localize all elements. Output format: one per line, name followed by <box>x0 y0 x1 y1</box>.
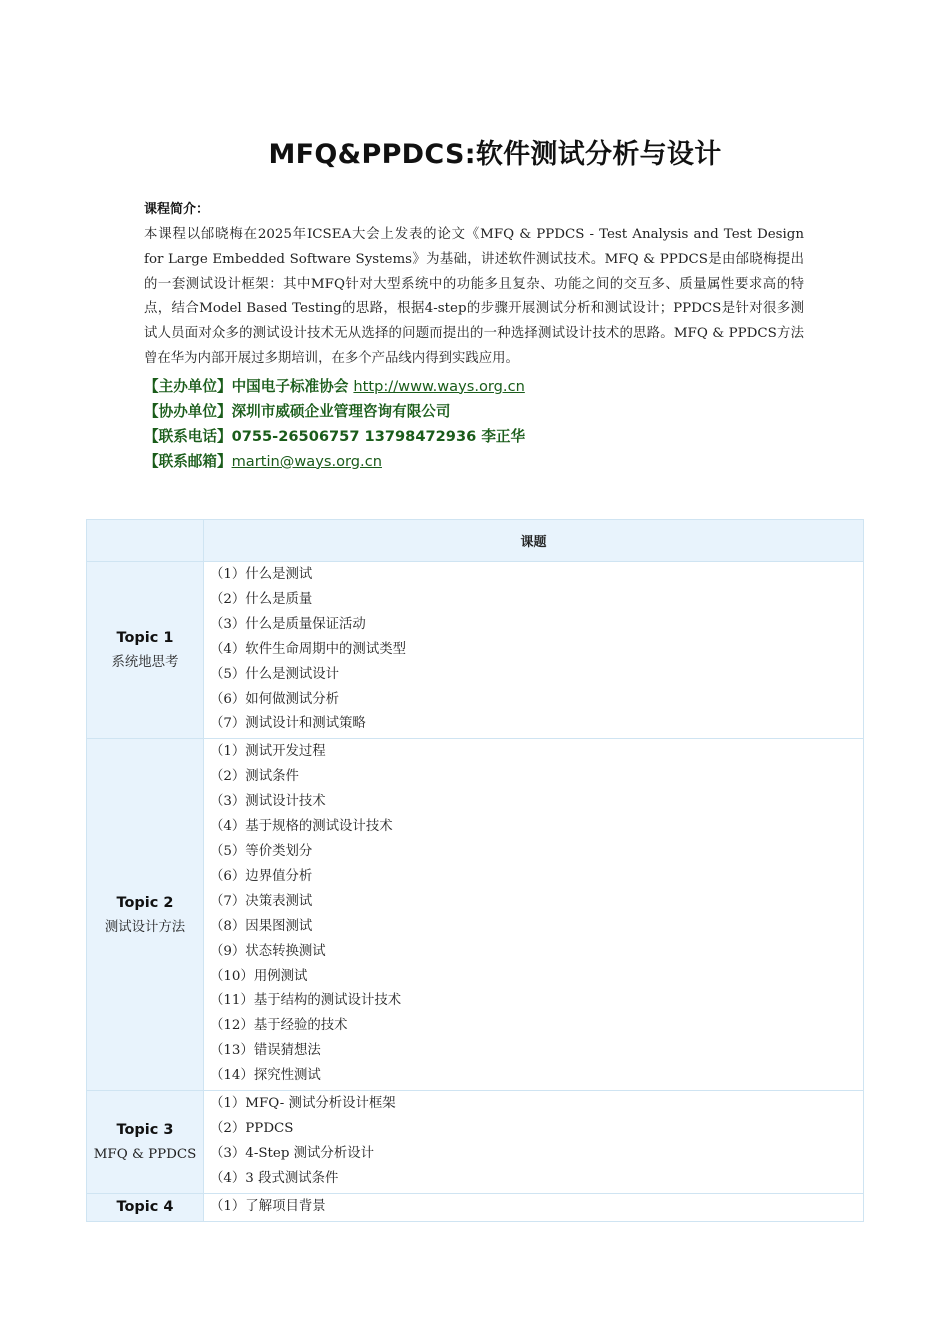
list-item: （8）因果图测试 <box>210 918 313 934</box>
topic-subtitle: 系统地思考 <box>111 655 179 671</box>
header-topic-column <box>87 520 204 562</box>
page-title: MFQ&PPDCS:软件测试分析与设计 <box>268 139 722 170</box>
list-item: （7）测试设计和测试策略 <box>210 716 366 732</box>
topic-items <box>204 562 864 739</box>
list-item: （5）什么是测试设计 <box>210 666 340 682</box>
topic-cell <box>87 1193 204 1221</box>
list-item: （5）等价类划分 <box>210 843 313 859</box>
topic-items <box>204 1193 864 1221</box>
topic-name: Topic 2 <box>116 894 174 911</box>
header-subject-column: 课题 <box>204 520 864 562</box>
topic-items <box>204 1091 864 1194</box>
list-item: （10）用例测试 <box>210 968 308 984</box>
list-item: （3）测试设计技术 <box>210 794 326 810</box>
topic-cell <box>87 1091 204 1194</box>
intro-body: 本课程以邰晓梅在2025年ICSEA大会上发表的论文《MFQ & PPDCS - Test Analysis and Test Design for Large Embedded Software Systems》为基础，讲述软件测试技术。MFQ & PPDCS是由邰晓梅提出的一套测试设计框架：其中MFQ针对大型系统中的功能多且复杂、功能之间的交互多、质量属性要求高的特点，结合Model Based Testing的思路，根据4-step的步骤开展测试分析和测试设计；PPDCS是针对很多测试人员面对众多的测试设计技术无从选择的问题而提出的一种选择测试设计技术的思路。MFQ & PPDCS方法曾在华为内部开展过多期培训，在多个产品线内得到实践应用。 <box>144 227 804 366</box>
list-item: （12）基于经验的技术 <box>210 1018 348 1034</box>
topic-items <box>204 739 864 1091</box>
email-link[interactable]: martin@ways.org.cn <box>231 452 382 470</box>
topic-cell <box>87 562 204 739</box>
topic-name: Topic 3 <box>116 1121 174 1138</box>
table-header-row <box>87 520 864 562</box>
table-row <box>87 1091 864 1194</box>
list-item: （1）MFQ- 测试分析设计框架 <box>210 1096 396 1112</box>
list-item: （3）4-Step 测试分析设计 <box>210 1145 374 1161</box>
table-row <box>87 739 864 1091</box>
list-item: （2）测试条件 <box>210 769 299 785</box>
topic-name: Topic 1 <box>116 630 174 647</box>
list-item: （13）错误猜想法 <box>210 1043 321 1059</box>
phone-line: 【联系电话】0755-26506757 13798472936 李正华 <box>144 427 526 445</box>
list-item: （3）什么是质量保证活动 <box>210 616 366 632</box>
list-item: （2）什么是质量 <box>210 591 313 607</box>
list-item: （14）探究性测试 <box>210 1068 321 1084</box>
table-row <box>87 562 864 739</box>
table-row <box>87 1193 864 1221</box>
list-item: （1）了解项目背景 <box>210 1198 326 1214</box>
list-item: （2）PPDCS <box>210 1120 294 1136</box>
topic-subtitle: 测试设计方法 <box>104 919 186 935</box>
contact-block <box>144 374 804 474</box>
list-item: （1）测试开发过程 <box>210 744 326 760</box>
list-item: （6）如何做测试分析 <box>210 691 340 707</box>
list-item: （9）状态转换测试 <box>210 943 326 959</box>
organizer-label: 【主办单位】中国电子标准协会 <box>144 377 349 395</box>
co-organizer-line: 【协办单位】深圳市威硕企业管理咨询有限公司 <box>144 402 451 420</box>
email-label: 【联系邮箱】 <box>144 452 232 470</box>
organizer-link[interactable]: http://www.ways.org.cn <box>353 377 525 395</box>
intro-heading: 课程简介： <box>144 202 210 217</box>
email-line <box>144 449 804 474</box>
list-item: （4）软件生命周期中的测试类型 <box>210 641 406 657</box>
list-item: （6）边界值分析 <box>210 868 313 884</box>
list-item: （1）什么是测试 <box>210 567 313 582</box>
topic-name: Topic 4 <box>116 1199 174 1216</box>
topics-table <box>86 519 864 1222</box>
topic-cell <box>87 739 204 1091</box>
list-item: （4）3 段式测试条件 <box>210 1170 339 1186</box>
organizer-line <box>144 374 804 399</box>
list-item: （7）决策表测试 <box>210 893 313 909</box>
topic-subtitle: MFQ & PPDCS <box>93 1146 197 1162</box>
course-intro <box>144 201 804 474</box>
list-item: （4）基于规格的测试设计技术 <box>210 819 393 835</box>
list-item: （11）基于结构的测试设计技术 <box>210 993 402 1009</box>
